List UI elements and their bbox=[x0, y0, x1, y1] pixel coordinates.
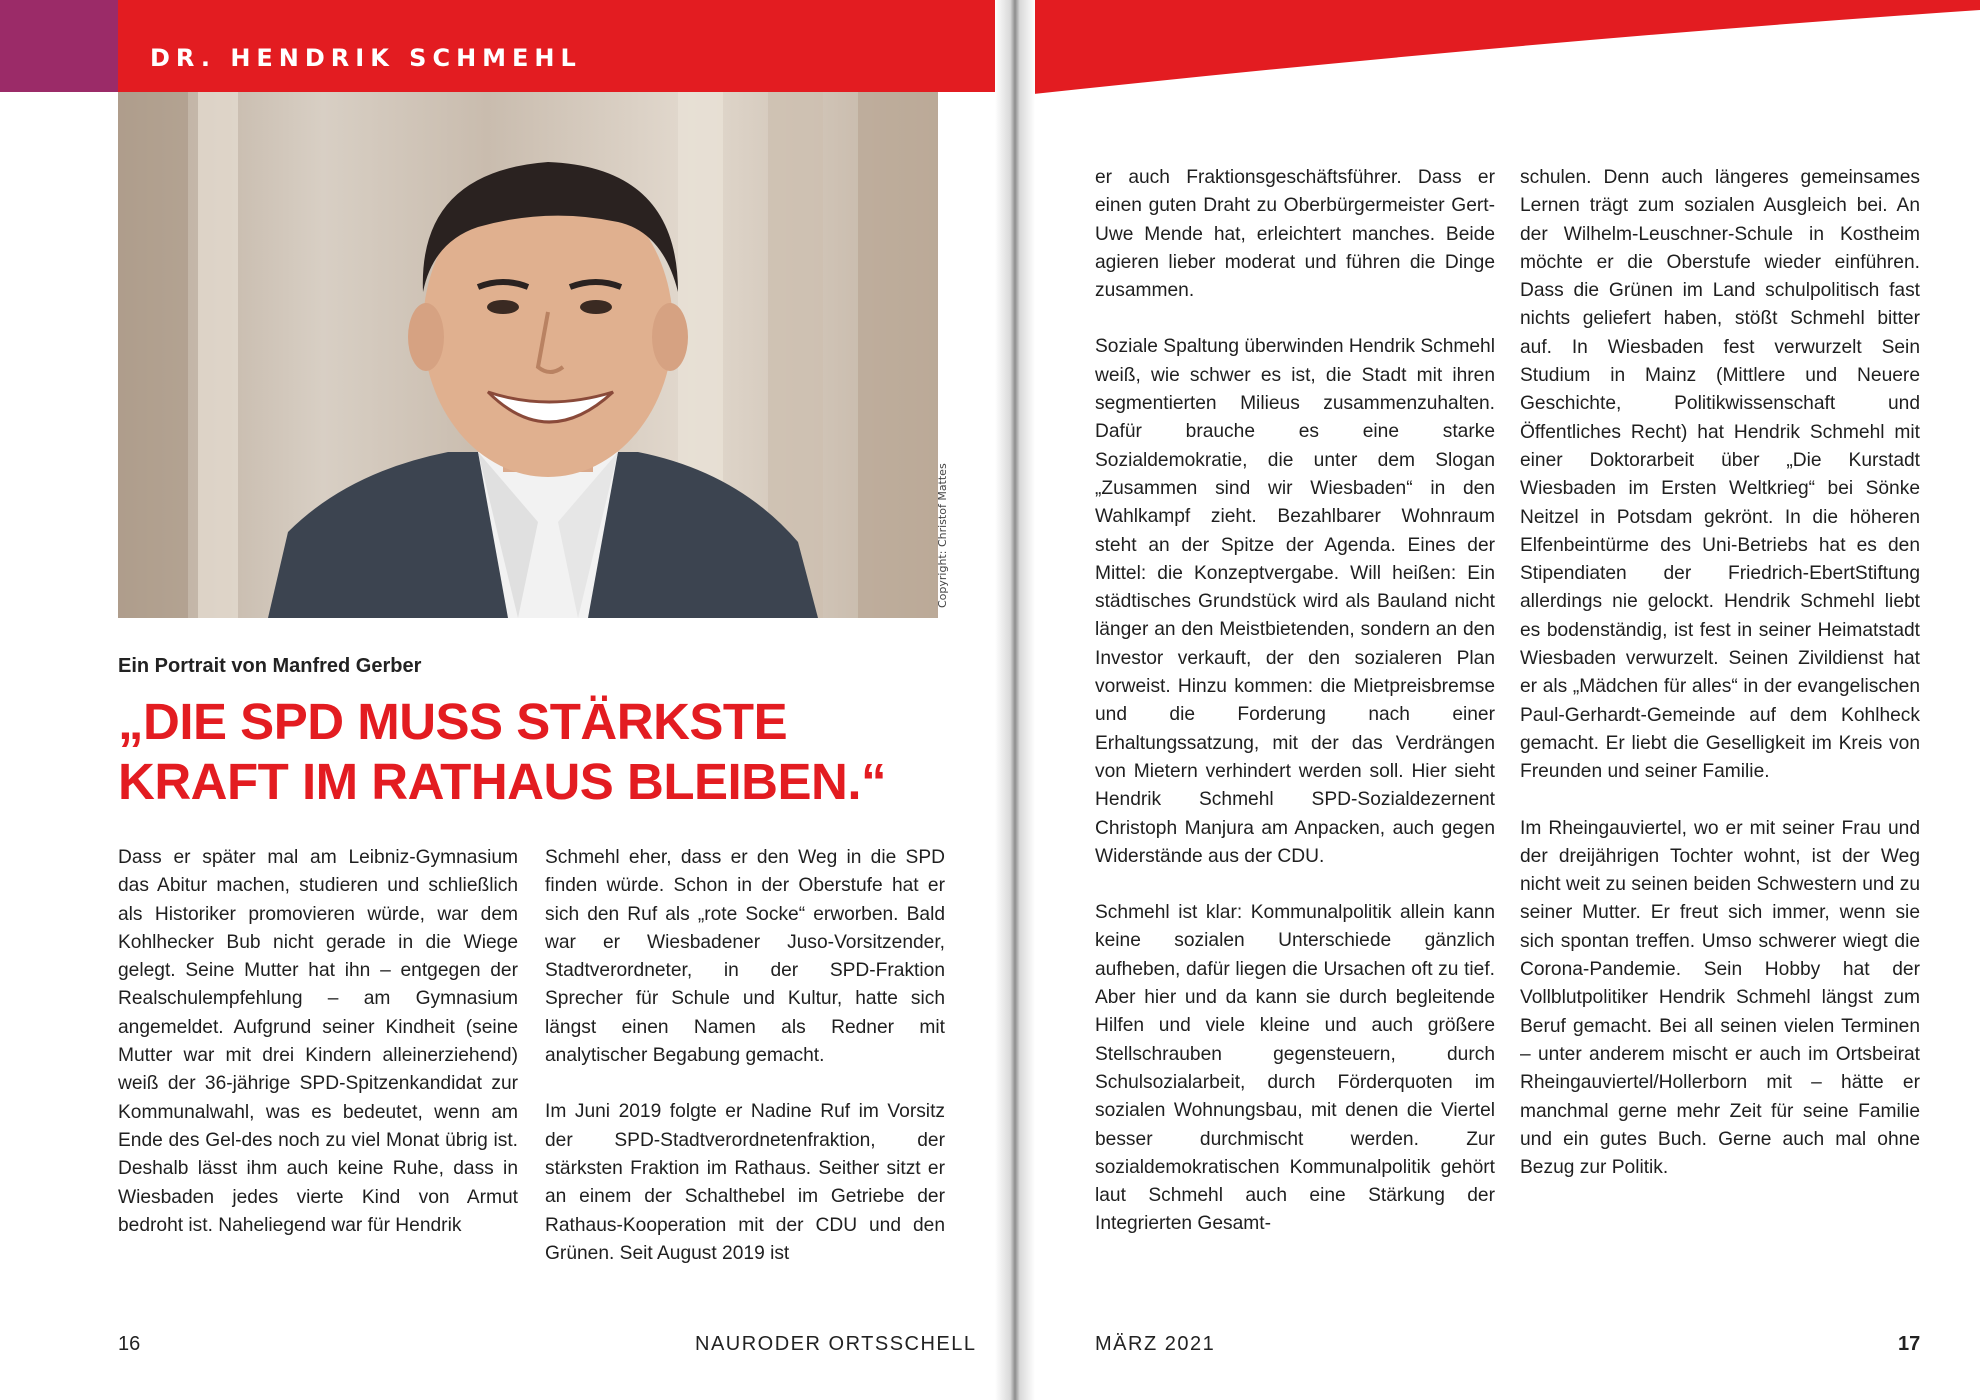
issue-date: MÄRZ 2021 bbox=[1095, 1333, 1216, 1355]
column-3-paragraph-1: er auch Fraktionsgeschäftsführer. Dass er einen guten Draht zu Oberbürgermeister Gert-Uwe Mende hat, erleichtert manches. Beide agieren lieber moderat und führen die Dinge zusammen. bbox=[1095, 167, 1495, 302]
headline-line-2: KRAFT IM RATHAUS BLEIBEN.“ bbox=[118, 753, 887, 810]
book-gutter bbox=[995, 0, 1035, 1400]
header-title: DR. HENDRIK SCHMEHL bbox=[150, 44, 582, 72]
right-page-number: 17 bbox=[1898, 1333, 1921, 1355]
article-column-2 bbox=[545, 844, 945, 1296]
publication-name: NAURODER ORTSSCHELL bbox=[695, 1333, 977, 1355]
purple-tab bbox=[0, 0, 118, 92]
header-swoosh bbox=[1015, 0, 1980, 96]
column-4-paragraph-2: Im Rheingauviertel, wo er mit seiner Frau und der dreijährigen Tochter wohnt, ist der Weg nicht weit zu seinen beiden Schwestern und zu seiner Mutter. Er freut sich immer, wenn sie sich spontan treffen. Umso schwerer wiegt die Corona-Pandemie. Sein Hobby hat der Vollblutpolitiker Hendrik Schmehl längst zum Beruf gemacht. Bei all seinen vielen Terminen – unter anderem mischt er auch im Ortsbeirat Rheingauviertel/Hollerborn mit – hätte er manchmal gerne mehr Zeit für seine Familie und ein gutes Buch. Gerne auch mal ohne Bezug zur Politik. bbox=[1520, 817, 1920, 1179]
article-column-3 bbox=[1095, 164, 1495, 1267]
article-byline: Ein Portrait von Manfred Gerber bbox=[118, 655, 422, 677]
column-2-paragraph-2: Im Juni 2019 folgte er Nadine Ruf im Vorsitz der SPD-Stadtverordnetenfraktion, der stärksten Fraktion im Rathaus. Seither sitzt er an einem der Schalthebel im Getriebe der Rathaus-Kooperation mit der CDU und den Grünen. Seit August 2019 ist bbox=[545, 1101, 945, 1264]
article-column-4 bbox=[1520, 164, 1920, 1210]
headline-line-1: „DIE SPD MUSS STÄRKSTE bbox=[118, 693, 788, 750]
column-3-paragraph-3: Schmehl ist klar: Kommunalpolitik allein kann keine sozialen Unterschiede gänzlich aufheben, dafür liegen die Ursachen oft zu tief. Aber hier und da kann sie durch begleitende Hilfen und viele kleine und auch größere Stellschrauben gegensteuern, durch Schulsozialarbeit, durch Förderquoten im sozialen Wohnungsbau, mit denen die Viertel besser durchmischt werden. Zur sozialdemokratischen Kommunalpolitik gehört laut Schmehl auch eine Stärkung der Integrierten Gesamt- bbox=[1095, 902, 1495, 1235]
column-3-paragraph-2: Soziale Spaltung überwinden Hendrik Schmehl weiß, wie schwer es ist, die Stadt mit ihren segmentierten Milieus zusammenzuhalten. Dafür brauche es eine starke Sozialdemokratie, die unter dem Slogan „Zusammen sind wir Wiesbaden“ in den Wahlkampf zieht. Bezahlbarer Wohnraum steht an der Spitze der Agenda. Eines der Mittel: die Konzeptvergabe. Will heißen: Ein städtisches Grundstück wird als Bauland nicht länger an den Meistbietenden, sondern an den Investor verkauft, der den sozialeren Plan vorweist. Hinzu kommen: die Mietpreisbremse und die Forderung nach einer Erhaltungssatzung, mit der das Verdrängen von Mietern verhindert werden soll. Hier sieht Hendrik Schmehl SPD-Sozialdezernent Christoph Manjura am Anpacken, auch gegen Widerstände aus der CDU. bbox=[1095, 336, 1495, 867]
left-page-number: 16 bbox=[118, 1333, 141, 1355]
column-2-paragraph-1: Schmehl eher, dass er den Weg in die SPD finden würde. Schon in der Oberstufe hat er sich den Ruf als „rote Socke“ erworben. Bald war er Wiesbadener Juso-Vorsitzender, Stadtverordneter, in der SPD-Fraktion Sprecher für Schule und Kultur, hatte sich längst einen Namen als Redner mit analytischer Begabung gemacht. bbox=[545, 847, 945, 1067]
photo-copyright: Copyright: Christof Mattes bbox=[936, 463, 949, 608]
column-1-paragraph: Dass er später mal am Leibniz-Gymnasium das Abitur machen, studieren und schließlich als Historiker promovieren würde, war dem Kohlhecker Bub nicht gerade in die Wiege gelegt. Seine Mutter hat ihn – entgegen der Realschulempfehlung – am Gymnasium angemeldet. Aufgrund seiner Kindheit (seine Mutter war mit drei Kindern alleinerziehend) weiß der 36-jährige SPD-Spitzenkandidat zur Kommunalwahl, was es bedeutet, wenn am Ende des Gel-des noch zu viel Monat übrig ist. Deshalb lässt ihm auch keine Ruhe, dass in Wiesbaden jedes vierte Kind von Armut bedroht ist. Naheliegend war für Hendrik bbox=[118, 847, 518, 1236]
column-4-paragraph-1: schulen. Denn auch längeres gemeinsames Lernen trägt zum sozialen Ausgleich bei. An der Wilhelm-Leuschner-Schule in Kostheim möchte er die Oberstufe wieder einführen. Dass die Grünen im Land schulpolitisch fast nichts geliefert haben, stößt Schmehl bitter auf. In Wiesbaden fest verwurzelt Sein Studium in Mainz (Mittlere und Neuere Geschichte, Politikwissenschaft und Öffentliches Recht) hat Hendrik Schmehl mit einer Doktorarbeit über „Die Kurstadt Wiesbaden im Ersten Weltkrieg“ bei Sönke Neitzel in Potsdam gekrönt. In die höheren Elfenbeintürme des Uni-Betriebs hat es den Stipendiaten der Friedrich-EbertStiftung allerdings nie gelockt. Hendrik Schmehl liebt es bodenständig, ist fest in seiner Heimatstadt Wiesbaden verwurzelt. Seinen Zivildienst hat er als „Mädchen für alles“ in der evangelischen Paul-Gerhardt-Gemeinde auf dem Kohlheck gemacht. Er liebt die Geselligkeit im Kreis von Freunden und seiner Familie. bbox=[1520, 167, 1920, 783]
right-page bbox=[1015, 0, 1980, 1400]
article-headline bbox=[118, 692, 998, 812]
portrait-photo bbox=[118, 92, 938, 618]
article-column-1 bbox=[118, 844, 518, 1268]
